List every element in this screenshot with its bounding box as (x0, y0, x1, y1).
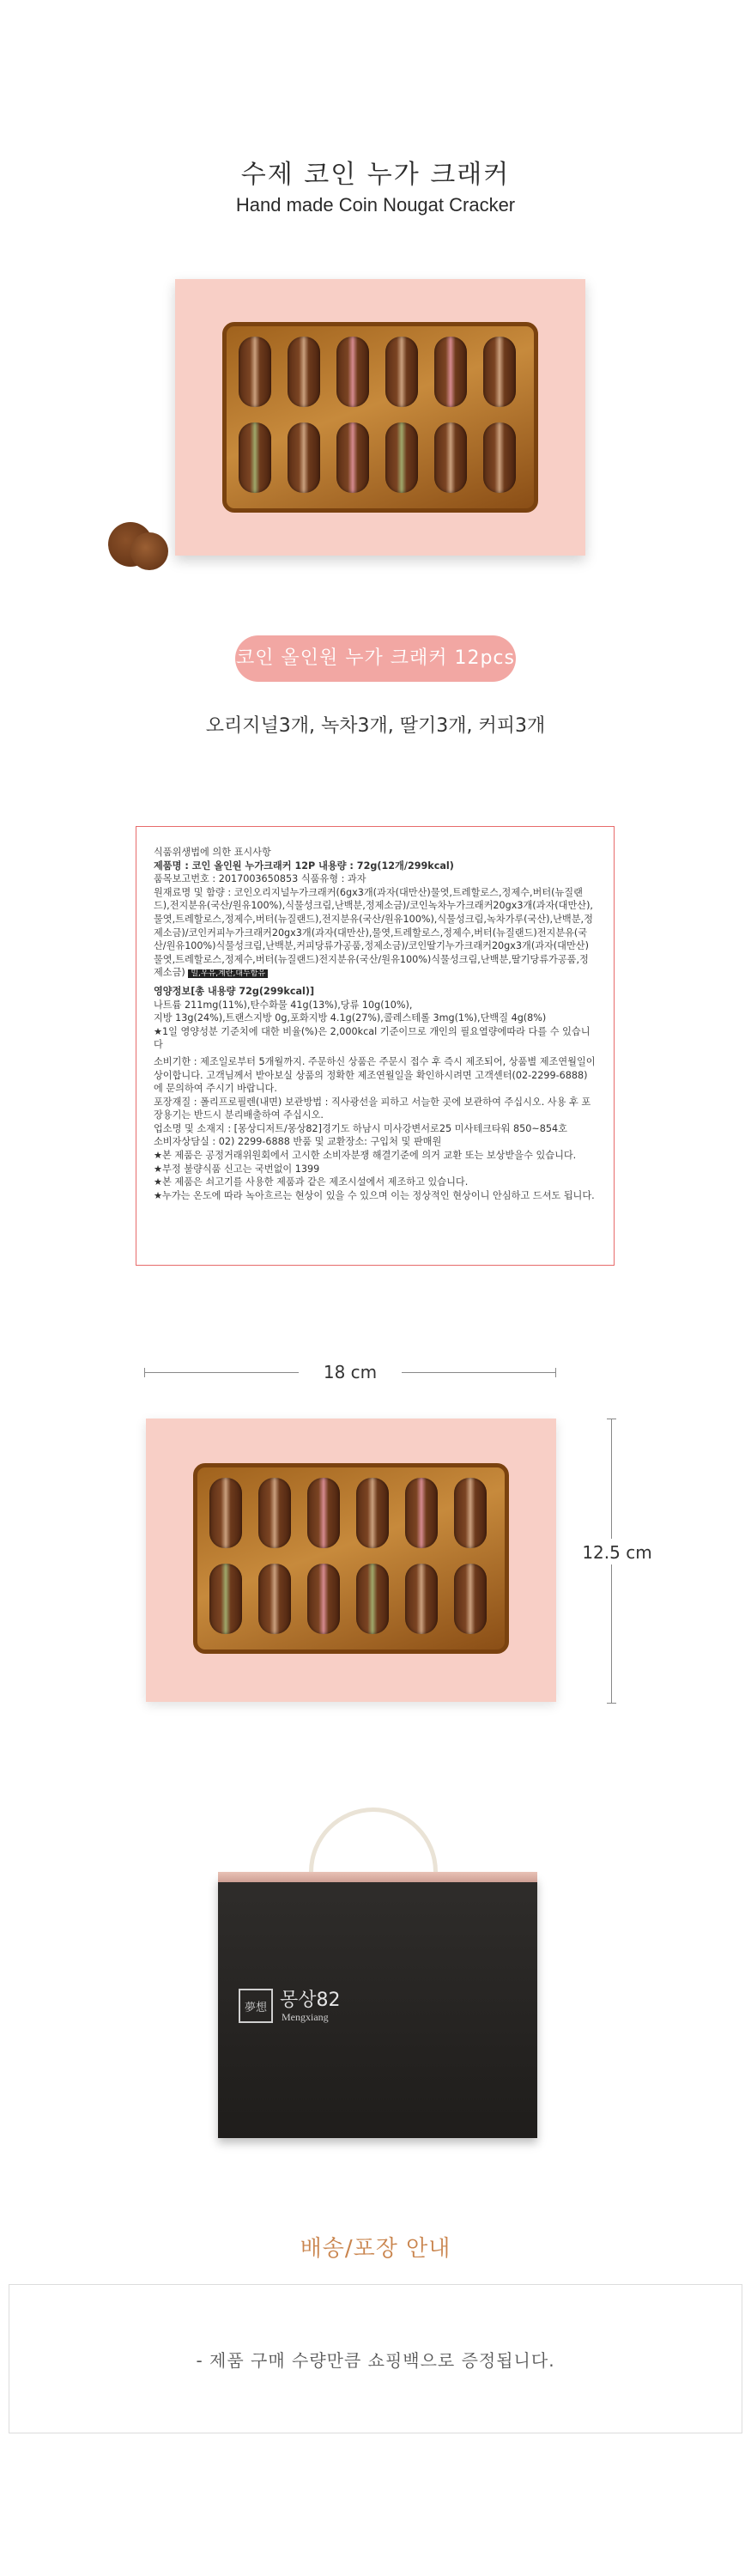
cookie-piece (385, 422, 418, 493)
cookie-tray (222, 322, 538, 513)
cookie-tray-2 (193, 1463, 509, 1654)
product-title-ko: 수제 코인 누가 크래커 (240, 160, 511, 190)
label-company: 업소명 및 소재지 : [몽상디저트/몽상82]경기도 하남시 미사강변서로25 미사테크타워 850~854호 (154, 1122, 567, 1134)
cookie-piece (434, 337, 467, 407)
cookie-piece (356, 1478, 389, 1548)
cookie-piece (454, 1564, 487, 1634)
cookie-piece (307, 1478, 340, 1548)
cookie-piece (307, 1564, 340, 1634)
cookie-piece (258, 1478, 291, 1548)
loose-cookies-photo (108, 513, 168, 570)
shipping-notice-text: - 제품 구매 수량만큼 쇼핑백으로 증정됩니다. (196, 2349, 555, 2371)
label-note-3: ★본 제품은 쇠고기를 사용한 제품과 같은 제조시설에서 제조하고 있습니다. (154, 1176, 469, 1188)
label-packaging: 포장재질 : 폴리프로필렌(내면) 보관방법 : 직사광선을 피하고 서늘한 곳에 보관하여 주십시오. 사용 후 포장용기는 반드시 분리배출하여 주십시오. (154, 1096, 591, 1121)
cookie-piece (454, 1478, 487, 1548)
product-box-photo-dimensions (146, 1419, 556, 1702)
label-note-4: ★누가는 온도에 따라 녹아흐르는 현상이 있을 수 있으며 이는 정상적인 현상이니 안심하고 드셔도 됩니다. (154, 1189, 595, 1201)
cookie-piece (209, 1478, 242, 1548)
food-label (136, 826, 615, 1266)
flavor-list: 오리지널3개, 녹차3개, 딸기3개, 커피3개 (205, 715, 546, 737)
cookie-piece (336, 337, 369, 407)
shipping-title: 배송/포장 안내 (300, 2236, 451, 2262)
cookie-piece (258, 1564, 291, 1634)
cookie-piece (239, 422, 271, 493)
cookie-piece (288, 337, 320, 407)
cookie-piece (356, 1564, 389, 1634)
cookie-piece (336, 422, 369, 493)
label-report-number: 품목보고번호 : 2017003650853 식품유형 : 과자 (154, 873, 366, 885)
cookie-piece (405, 1478, 438, 1548)
bag-brand-name: 몽상82 (280, 1990, 341, 2011)
label-expiry: 소비기한 : 제조일로부터 5개월까지. 주문하신 상품은 주문시 접수 후 즉시 제조되어, 상품별 제조연월일이 상이합니다. 고객님께서 받아보실 상품의 정확한 제조연월일을 확인하시려면 고객센터(02-2299-6888)에 문의하여 주시기 바랍니다. (154, 1055, 596, 1095)
label-contact: 소비자상담실 : 02) 2299-6888 반품 및 교환장소: 구입처 및 판매원 (154, 1136, 442, 1148)
product-box-photo (175, 279, 585, 556)
shipping-notice-box (9, 2284, 742, 2433)
label-nutrition-1: 나트륨 211mg(11%),탄수화물 41g(13%),당류 10g(10%), (154, 999, 413, 1011)
bag-brand-en: Mengxiang (282, 2011, 329, 2023)
label-nutrition-3: ★1일 영양성분 기준치에 대한 비율(%)은 2,000kcal 기준이므로 개인의 필요열량에따라 다를 수 있습니다 (154, 1025, 591, 1051)
cookie-piece (483, 337, 516, 407)
label-heading: 식품위생법에 의한 표시사항 (154, 847, 271, 858)
cookie-piece (483, 422, 516, 493)
label-nutrition-2: 지방 13g(24%),트랜스지방 0g,포화지방 4.1g(27%),콜레스테롤 3mg(1%),단백질 4g(8%) (154, 1012, 547, 1024)
allergen-badge: 밀,우유,계란,대두함유 (188, 969, 268, 978)
label-ingredients: 원재료명 및 함량 : 코인오리지널누가크래커(6gx3개(과자(대만산)물엿,트레할로스,정제수,버터(뉴질랜드),전지분유(국산/원유100%),식물성크림,난백분,정제소금)/코인녹차누가크래커20gx3개(과자(대만산),물엿,트레할로스,정제수,버터(뉴질랜드),전지분유(국산/원유100%),식물성크림,녹차가루(국산),난백분,정제소금)/코인커피누가크래커20gx3개(과자(대만산),물엿,트레할로스,정제수,버터(뉴질랜드)전지분유(국산/원유100%)식물성크림,난백분,커피당류가공품,정제소금)/코인딸기누가크래커20gx3개(과자(대만산)물엿,트레할로스,정제수,버터(뉴질랜드)전지분유(국산/원유100%)식물성크림,난백분,딸기당류가공품,정제소금) 밀,우유,계란,대두함유 (154, 886, 593, 979)
label-note-1: ★본 제품은 공정거래위원회에서 고시한 소비자분쟁 해결기준에 의거 교환 또는 보상받을수 있습니다. (154, 1150, 577, 1162)
cookie-piece (288, 422, 320, 493)
label-product-name: 제품명 : 코인 올인원 누가크래커 12P 내용량 : 72g(12개/299kcal) (154, 860, 454, 872)
cookie-piece (239, 337, 271, 407)
height-label: 12.5 cm (582, 1542, 652, 1563)
brand-logo-icon: 夢想 (239, 1989, 273, 2023)
cookie-piece (405, 1564, 438, 1634)
product-title-en: Hand made Coin Nougat Cracker (235, 194, 516, 216)
cookie-piece (434, 422, 467, 493)
width-label: 18 cm (323, 1362, 378, 1382)
cookie-piece (209, 1564, 242, 1634)
product-name-pill: 코인 올인원 누가 크래커 12pcs (235, 635, 516, 682)
cookie-piece (385, 337, 418, 407)
label-note-2: ★부정 불량식품 신고는 국번없이 1399 (154, 1163, 320, 1175)
bag-top-edge (218, 1872, 537, 1882)
label-nutrition-heading: 영양정보[총 내용량 72g(299kcal)] (154, 985, 315, 997)
